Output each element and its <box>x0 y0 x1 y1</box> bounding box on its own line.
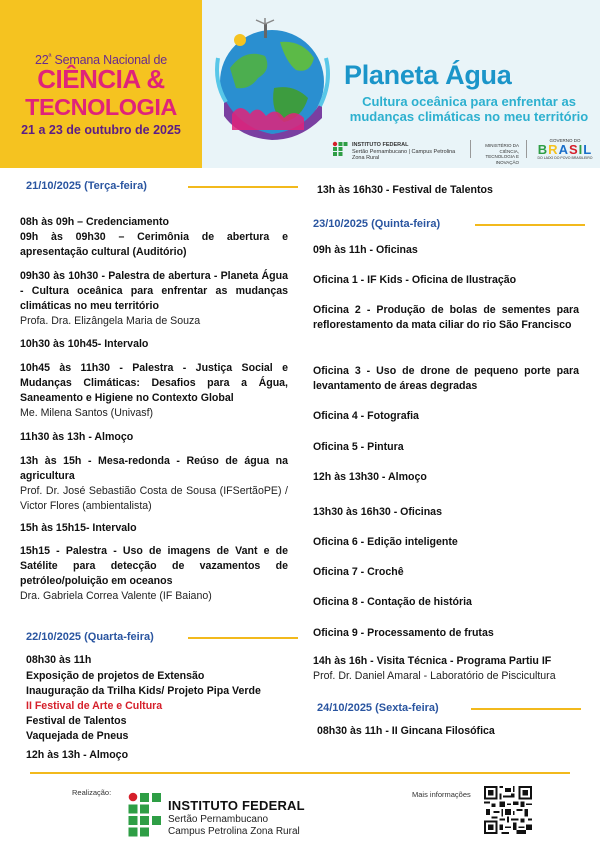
edition-label: $22^ª$ Semana Nacional de <box>34 52 167 68</box>
schedule-item: Oficina 8 - Contação de história <box>313 596 472 608</box>
instituto-federal-logo-icon <box>128 792 162 837</box>
schedule-item: 13h às 16h30 - Festival de Talentos <box>317 184 493 196</box>
if-logo-text: INSTITUTO FEDERAL Sertão Pernambucano | Campus Petrolina Zona Rural <box>352 142 456 161</box>
day2-divider <box>188 637 298 639</box>
ministerio-logo-text: MINISTÉRIO DA CIÊNCIA, TECNOLOGIA E INOVAÇÃO <box>485 143 519 165</box>
theme-subtitle: Cultura oceânica para enfrentar as mudanças climáticas no meu território <box>349 94 589 124</box>
footer-divider <box>30 772 570 774</box>
schedule-item: Festival de Talentos <box>26 715 127 727</box>
schedule-item-speaker: Me. Milena Santos (Univasf) <box>20 407 154 419</box>
schedule-item: Oficina 7 - Crochê <box>313 566 404 578</box>
if-logo-icon <box>332 141 348 157</box>
title-tecnologia: TECNOLOGIA <box>25 94 177 120</box>
schedule-item: Vaquejada de Pneus <box>26 730 129 742</box>
footer-if-campus: Sertão Pernambucano <box>168 814 269 825</box>
schedule-item-speaker: Prof. Dr. José Sebastião Costa de Sousa (IFSertãoPE) / Victor Flores (ambientalista) <box>20 485 288 512</box>
brasil-wordmark: BRASIL <box>537 142 593 157</box>
schedule-item: Oficina 2 - Produção de bolas de sementes para reflorestamento da mata ciliar do rio São Francisco <box>313 304 579 331</box>
footer-if-name: INSTITUTO FEDERAL <box>168 798 305 813</box>
schedule-item: Inauguração da Trilha Kids/ Projeto Pipa Verde <box>26 685 261 697</box>
governo-label: GOVERNO DO <box>549 138 581 143</box>
schedule-item <box>313 654 579 684</box>
governo-tagline: DO LADO DO POVO BRASILEIRO <box>537 156 593 160</box>
event-dates: 21 a 23 de outubro de 2025 <box>21 123 181 137</box>
schedule-item: Exposição de projetos de Extensão <box>26 670 205 682</box>
day1-divider <box>188 186 298 188</box>
footer-if-campus-name: Campus Petrolina Zona Rural <box>168 826 300 837</box>
schedule-item-title: 10h45 às 11h30 - Palestra - Justiça Social e Mudanças Climáticas: Desafios para a Água, Saneamento e Higiene no Contexto Global <box>20 362 288 404</box>
sponsor-logos <box>330 138 598 165</box>
more-info-label: Mais informações <box>412 790 471 799</box>
schedule-item: 08h30 às 11h <box>26 654 92 666</box>
schedule-item: Oficina 3 - Uso de drone de pequeno porte para levantamento de áreas degradas <box>313 365 579 392</box>
schedule-item-title: 13h às 15h - Mesa-redonda - Reúso de água na agricultura <box>20 455 288 482</box>
header-banner <box>0 0 600 168</box>
event-title-panel <box>0 0 202 168</box>
schedule-item-title: 14h às 16h - Visita Técnica - Programa Partiu IF <box>313 655 552 667</box>
day4-divider <box>471 708 581 710</box>
schedule-item: 10h30 às 10h45- Intervalo <box>20 338 149 350</box>
schedule-item-speaker: Profa. Dra. Elizângela Maria de Souza <box>20 315 201 327</box>
schedule-item <box>20 544 288 604</box>
schedule-item-speaker: Prof. Dr. Daniel Amaral - Laboratório de Piscicultura <box>313 670 556 682</box>
theme-title: Planeta Água <box>344 60 512 90</box>
schedule-item <box>20 361 288 421</box>
realizacao-label: Realização: <box>72 788 112 797</box>
title-ciencia: CIÊNCIA & <box>37 64 165 94</box>
schedule-item: 12h às 13h - Almoço <box>26 749 129 761</box>
schedule-item: 13h30 às 16h30 - Oficinas <box>313 506 442 518</box>
schedule-item: 15h às 15h15- Intervalo <box>20 522 137 534</box>
qr-code-icon[interactable] <box>484 786 532 834</box>
day2-header: 22/10/2025 (Quarta-feira) <box>26 631 154 643</box>
schedule-item: 09h às 09h30 – Cerimônia de abertura e apresentação cultural (Auditório) <box>20 231 288 258</box>
day3-header: 23/10/2025 (Quinta-feira) <box>313 218 441 230</box>
logo-divider <box>470 140 471 158</box>
day4-header: 24/10/2025 (Sexta-feira) <box>317 702 439 714</box>
schedule-item <box>20 269 288 329</box>
schedule-item: Oficina 6 - Edição inteligente <box>313 536 458 548</box>
schedule-item <box>20 454 288 514</box>
schedule-item: 09h às 11h - Oficinas <box>313 244 418 256</box>
schedule-item: 08h30 às 11h - II Gincana Filosófica <box>317 725 495 737</box>
schedule-item-title: 15h15 - Palestra - Uso de imagens de Vant e de Satélite para detecção de vazamentos de petróleo/poluição em oceanos <box>20 545 288 587</box>
schedule-item-title: 09h30 às 10h30 - Palestra de abertura - Planeta Água - Cultura oceânica para enfrentar as mudanças climáticas no meu território <box>20 270 288 312</box>
schedule-item: Oficina 5 - Pintura <box>313 441 404 453</box>
day1-header: 21/10/2025 (Terça-feira) <box>26 180 147 192</box>
planet-globe-illustration <box>210 18 334 142</box>
schedule-item: 12h às 13h30 - Almoço <box>313 471 427 483</box>
logo-divider <box>526 140 527 158</box>
schedule-item-speaker: Dra. Gabriela Correa Valente (IF Baiano) <box>20 590 212 602</box>
schedule-item: 11h30 às 13h - Almoço <box>20 431 134 443</box>
schedule-item: Oficina 9 - Processamento de frutas <box>313 627 494 639</box>
governo-brasil-logo <box>534 138 596 160</box>
day3-divider <box>475 224 585 226</box>
schedule-item: Oficina 4 - Fotografia <box>313 410 419 422</box>
schedule-item: 08h às 09h – Credenciamento <box>20 216 169 228</box>
schedule-item: Oficina 1 - IF Kids - Oficina de Ilustração <box>313 274 517 286</box>
schedule-item-highlight: II Festival de Arte e Cultura <box>26 700 163 712</box>
